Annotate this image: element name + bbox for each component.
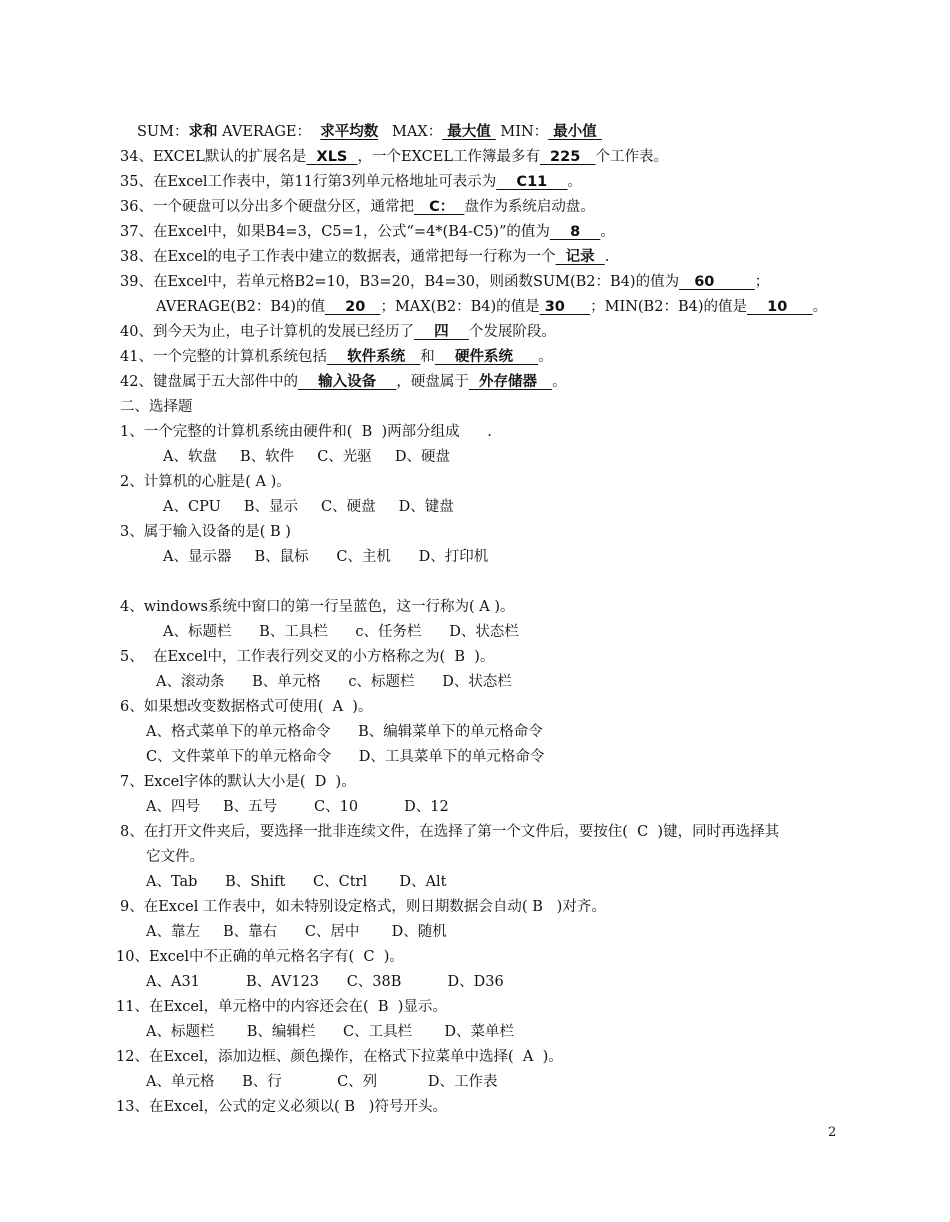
choice-9-options: A、靠左 B、靠右 C、居中 D、随机 xyxy=(146,924,447,940)
answer: 求平均数 xyxy=(320,124,379,140)
question-40 xyxy=(120,322,556,342)
choice-2-options: A、CPU B、显示 C、硬盘 D、键盘 xyxy=(163,499,454,515)
choice-10-question: 10、Excel中不正确的单元格名字有( C )。 xyxy=(116,949,404,965)
choice-10-options: A、A31 B、AV123 C、38B D、D36 xyxy=(146,974,504,990)
answer: 记录 xyxy=(555,249,605,265)
choice-4-question: 4、windows系统中窗口的第一行呈蓝色，这一行称为( A )。 xyxy=(120,599,515,615)
text: 41、一个完整的计算机系统包括 xyxy=(120,349,327,365)
choice-8-question-cont: 它文件。 xyxy=(146,849,204,865)
text: 34、EXCEL默认的扩展名是 xyxy=(120,149,307,165)
text: 盘作为系统启动盘。 xyxy=(464,199,595,215)
text: 个工作表。 xyxy=(595,149,668,165)
text: 。 xyxy=(600,224,615,240)
answer: XLS xyxy=(306,149,358,165)
choice-12-options: A、单元格 B、行 C、列 D、工作表 xyxy=(146,1074,498,1090)
text: SUM： xyxy=(137,124,189,140)
text: AVERAGE： xyxy=(217,124,311,140)
text: ；MIN(B2：B4)的值是 xyxy=(590,299,747,315)
question-37 xyxy=(120,222,615,242)
answer: 输入设备 xyxy=(297,374,397,390)
question-34 xyxy=(120,147,668,167)
text: 。 xyxy=(567,174,582,190)
choice-2-question: 2、计算机的心脏是( A )。 xyxy=(120,474,291,490)
choice-11-options: A、标题栏 B、编辑栏 C、工具栏 D、菜单栏 xyxy=(146,1024,515,1040)
text: MIN： xyxy=(500,124,549,140)
choice-7-question: 7、Excel字体的默认大小是( D )。 xyxy=(120,774,356,790)
choice-13-question: 13、在Excel，公式的定义必须以( B )符号开头。 xyxy=(116,1099,447,1115)
answer: 最小值 xyxy=(548,124,602,140)
answer: 225 xyxy=(539,149,596,165)
choice-5-question: 5、 在Excel中，工作表行列交叉的小方格称之为( B )。 xyxy=(120,649,495,665)
answer: 60 xyxy=(679,274,755,290)
question-42 xyxy=(120,372,567,392)
text: . xyxy=(604,249,610,265)
fill-line-sum xyxy=(137,122,602,142)
text: 40、到今天为止，电子计算机的发展已经历了 xyxy=(120,324,414,340)
choice-1-question: 1、一个完整的计算机系统由硬件和( B )两部分组成 . xyxy=(120,424,492,440)
answer: 硬件系统 xyxy=(434,349,539,365)
answer: 最大值 xyxy=(442,124,496,140)
question-38 xyxy=(120,247,609,267)
text: 。 xyxy=(552,374,567,390)
choice-12-question: 12、在Excel，添加边框、颜色操作，在格式下拉菜单中选择( A )。 xyxy=(116,1049,563,1065)
text: 39、在Excel中，若单元格B2=10，B3=20，B4=30，则函数SUM(B2：B4)的值为 xyxy=(120,274,680,290)
choice-8-question: 8、在打开文件夹后，要选择一批非连续文件，在选择了第一个文件后，要按住( C )键，同时再选择其 xyxy=(120,824,780,840)
text: 35、在Excel工作表中，第11行第3列单元格地址可表示为 xyxy=(120,174,497,190)
text: ；MAX(B2：B4)的值是 xyxy=(380,299,540,315)
choice-4-options: A、标题栏 B、工具栏 c、任务栏 D、状态栏 xyxy=(163,624,519,640)
text: 个发展阶段。 xyxy=(468,324,556,340)
text: 42、键盘属于五大部件中的 xyxy=(120,374,298,390)
text: ； xyxy=(754,274,770,290)
choice-6-question: 6、如果想改变数据格式可使用( A )。 xyxy=(120,699,373,715)
choice-6-options-2: C、文件菜单下的单元格命令 D、工具菜单下的单元格命令 xyxy=(146,749,545,765)
text: ，硬盘属于 xyxy=(396,374,469,390)
page-number: 2 xyxy=(828,1125,837,1140)
text: 和 xyxy=(420,349,435,365)
choice-11-question: 11、在Excel，单元格中的内容还会在( B )显示。 xyxy=(116,999,447,1015)
answer: C： xyxy=(413,199,465,215)
text: 36、一个硬盘可以分出多个硬盘分区，通常把 xyxy=(120,199,414,215)
choice-1-options: A、软盘 B、软件 C、光驱 D、硬盘 xyxy=(163,449,450,465)
question-39-cont xyxy=(156,297,827,317)
text: AVERAGE(B2：B4)的值 xyxy=(156,299,325,315)
choice-9-question: 9、在Excel 工作表中，如未特别设定格式，则日期数据会自动( B )对齐。 xyxy=(120,899,606,915)
answer: 10 xyxy=(746,299,813,315)
text: MAX： xyxy=(392,124,443,140)
text: 。 xyxy=(812,299,828,315)
text: 37、在Excel中，如果B4=3，C5=1，公式“=4*(B4-C5)”的值为 xyxy=(120,224,550,240)
answer: 8 xyxy=(549,224,601,240)
choice-6-options-1: A、格式菜单下的单元格命令 B、编辑菜单下的单元格命令 xyxy=(146,724,543,740)
question-41 xyxy=(120,347,553,367)
choice-8-options: A、Tab B、Shift C、Ctrl D、Alt xyxy=(146,874,447,890)
choice-5-options: A、滚动条 B、单元格 c、标题栏 D、状态栏 xyxy=(156,674,512,690)
section-title: 二、选择题 xyxy=(120,399,193,415)
answer: 四 xyxy=(413,324,469,340)
answer: 20 xyxy=(324,299,381,315)
text: ，一个EXCEL工作簿最多有 xyxy=(357,149,540,165)
question-35 xyxy=(120,172,582,192)
choice-3-question: 3、属于输入设备的是( B ) xyxy=(120,524,291,540)
answer: 外存储器 xyxy=(468,374,553,390)
answer: 软件系统 xyxy=(326,349,421,365)
question-39 xyxy=(120,272,769,292)
choice-3-options: A、显示器 B、鼠标 C、主机 D、打印机 xyxy=(163,549,489,565)
choice-7-options: A、四号 B、五号 C、10 D、12 xyxy=(146,799,449,815)
answer: C11 xyxy=(496,174,568,190)
text: 38、在Excel的电子工作表中建立的数据表，通常把每一行称为一个 xyxy=(120,249,556,265)
question-36 xyxy=(120,197,595,217)
answer: 30 xyxy=(539,299,591,315)
text: 。 xyxy=(538,349,553,365)
answer: 求和 xyxy=(188,124,218,140)
